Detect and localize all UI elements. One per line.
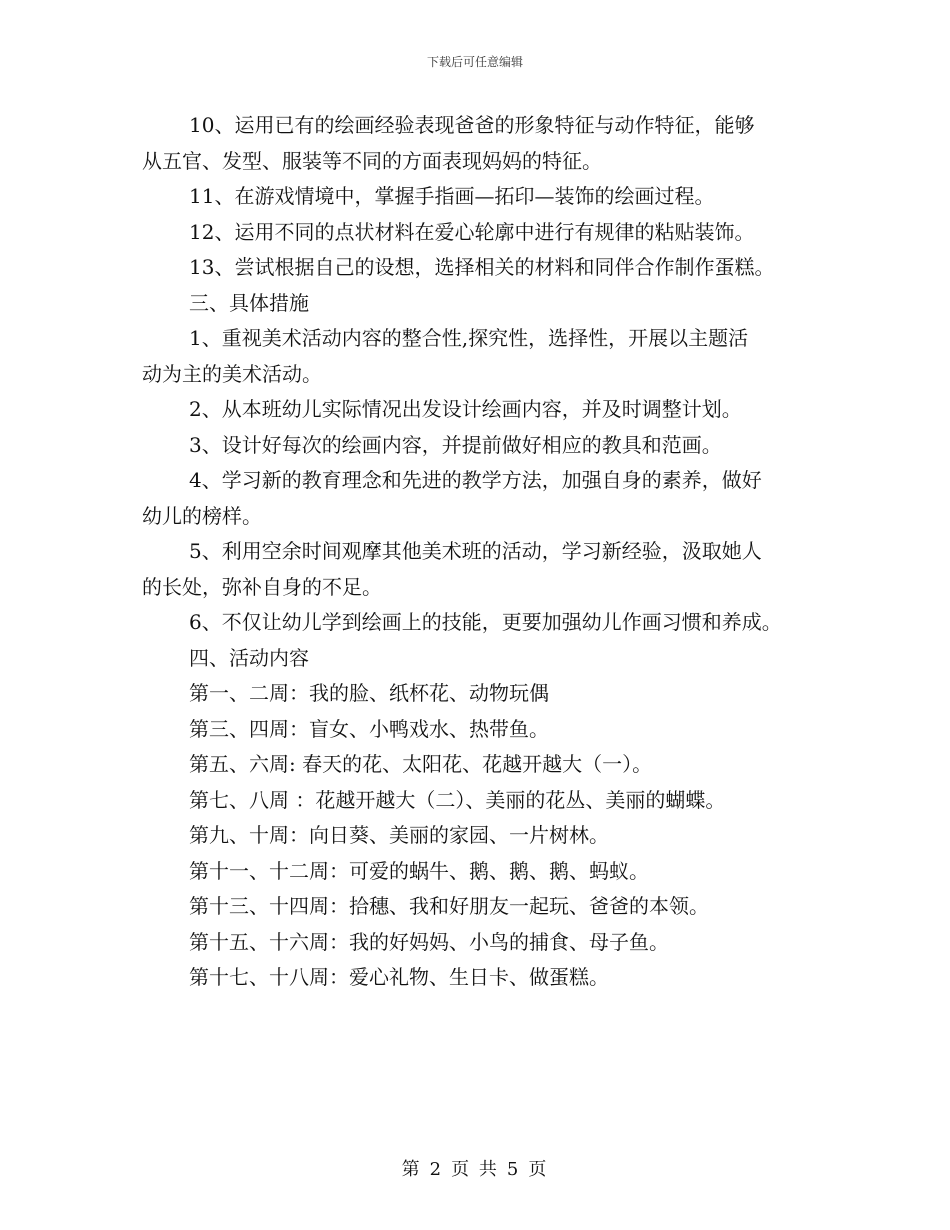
paragraph-line: 4、学习新的教育理念和先进的教学方法，加强自身的素养，做好 (189, 468, 762, 492)
paragraph (142, 250, 832, 286)
footer-total-pages: 5 (506, 1159, 521, 1180)
paragraph-line: 幼儿的榜样。 (142, 503, 262, 528)
paragraph (142, 854, 832, 890)
paragraph-line: 1、重视美术活动内容的整合性,探究性，选择性，开展以主题活 (189, 326, 749, 350)
paragraph-line: 5、利用空余时间观摩其他美术班的活动，学习新经验，汲取她人 (189, 539, 762, 563)
paragraph (142, 641, 832, 677)
paragraph-line: 第十七、十八周：爱心礼物、生日卡、做蛋糕。 (189, 965, 609, 989)
paragraph (142, 605, 832, 641)
paragraph-line: 的长处，弥补自身的不足。 (142, 574, 382, 599)
paragraph (142, 215, 832, 251)
paragraph-line: 动为主的美术活动。 (142, 361, 322, 386)
paragraph (142, 783, 832, 819)
paragraph-line: 12、运用不同的点状材料在爱心轮廓中进行有规律的粘贴装饰。 (189, 219, 755, 244)
paragraph-line: 从五官、发型、服装等不同的方面表现妈妈的特征。 (142, 148, 602, 173)
paragraph (142, 534, 832, 605)
paragraph-line: 6、不仅让幼儿学到绘画上的技能，更要加强幼儿作画习惯和养成。 (189, 610, 782, 634)
paragraph (142, 676, 832, 712)
paragraph (142, 392, 832, 428)
paragraph-line: 第三、四周：盲女、小鸭戏水、热带鱼。 (189, 716, 549, 741)
paragraph-line: 三、具体措施 (189, 290, 309, 315)
paragraph-line: 第十一、十二周：可爱的蜗牛、鹅、鹅、鹅、蚂蚁。 (189, 858, 649, 883)
paragraph-line: 10、运用已有的绘画经验表现爸爸的形象特征与动作特征，能够 (189, 113, 755, 137)
footer-suffix: 页 (528, 1159, 549, 1180)
document-body (142, 108, 832, 996)
paragraph (142, 889, 832, 925)
paragraph (142, 321, 832, 392)
paragraph-line: 2、从本班幼儿实际情况出发设计绘画内容，并及时调整计划。 (189, 397, 742, 421)
paragraph (142, 463, 832, 534)
paragraph (142, 925, 832, 961)
page-footer (0, 1155, 950, 1181)
paragraph (142, 286, 832, 322)
paragraph-line: 四、活动内容 (189, 645, 309, 670)
paragraph (142, 179, 832, 215)
paragraph-line: 第五、六周: 春天的花、太阳花、花越开越大（一）。 (189, 752, 653, 776)
page-header: 下载后可任意编辑 (426, 55, 523, 69)
paragraph (142, 712, 832, 748)
paragraph (142, 960, 832, 996)
paragraph-line: 第七、八周 ：花越开越大（二）、美丽的花丛、美丽的蝴蝶。 (189, 787, 726, 812)
paragraph (142, 428, 832, 464)
paragraph (142, 747, 832, 783)
paragraph (142, 818, 832, 854)
paragraph (142, 108, 832, 179)
footer-middle: 页 共 (451, 1159, 499, 1180)
paragraph-line: 11、在游戏情境中，掌握手指画—拓印—装饰的绘画过程。 (189, 184, 715, 208)
paragraph-line: 第九、十周：向日葵、美丽的家园、一片树林。 (189, 823, 609, 847)
paragraph-line: 第十五、十六周：我的好妈妈、小鸟的捕食、母子鱼。 (189, 929, 669, 954)
paragraph-line: 第十三、十四周：拾穗、我和好朋友一起玩、爸爸的本领。 (189, 894, 709, 918)
paragraph-line: 3、设计好每次的绘画内容，并提前做好相应的教具和范画。 (189, 432, 722, 457)
footer-prefix: 第 (401, 1159, 422, 1180)
footer-page-number: 2 (429, 1159, 444, 1180)
paragraph-line: 第一、二周：我的脸、纸杯花、动物玩偶 (189, 681, 549, 705)
paragraph-line: 13、尝试根据自己的设想，选择相关的材料和同伴合作制作蛋糕。 (189, 255, 775, 279)
